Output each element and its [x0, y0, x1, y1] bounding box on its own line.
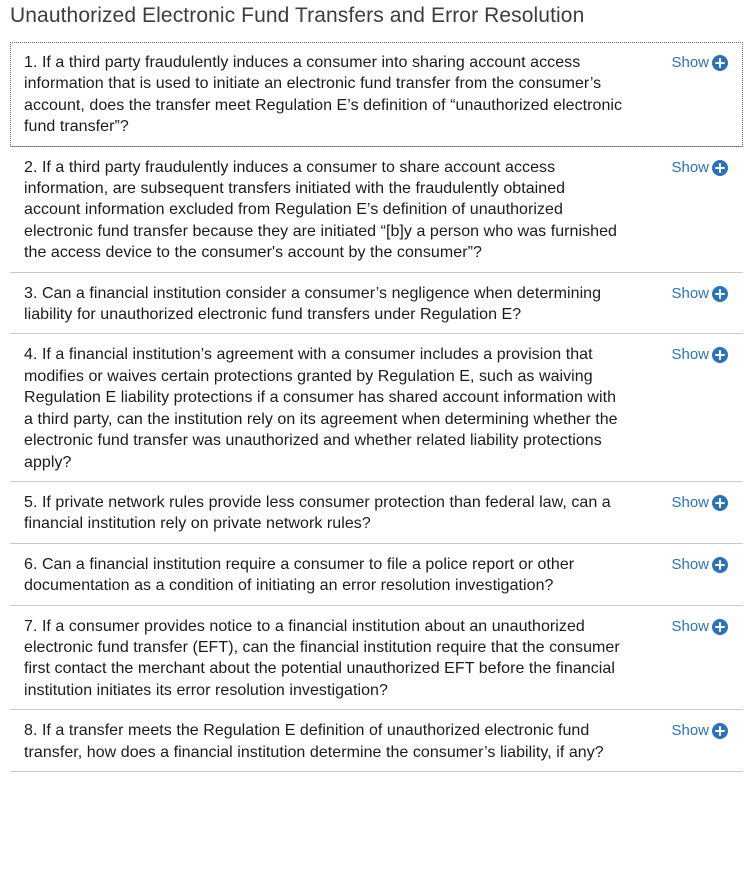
- show-button[interactable]: [671, 722, 728, 740]
- faq-item[interactable]: [10, 273, 743, 335]
- show-label: Show: [671, 54, 709, 71]
- show-label: Show: [671, 158, 709, 176]
- show-label: Show: [671, 722, 709, 740]
- faq-question[interactable]: 8. If a transfer meets the Regulation E definition of unauthorized electronic fund transfer, how does a financial institution determine the consumer’s liability, if any?: [24, 722, 604, 761]
- faq-question[interactable]: 5. If private network rules provide less consumer protection than federal law, can a financial institution rely on private network rules?: [24, 493, 611, 533]
- plus-circle-icon: [712, 160, 728, 176]
- plus-circle-icon: [712, 286, 728, 302]
- faq-question[interactable]: 6. Can a financial institution require a consumer to file a police report or other documentation as a condition of initiating an error resolution investigation?: [24, 555, 575, 595]
- show-button[interactable]: [671, 285, 728, 303]
- plus-circle-icon: [712, 495, 728, 511]
- faq-item[interactable]: [10, 334, 743, 481]
- faq-item[interactable]: [10, 606, 743, 711]
- faq-item[interactable]: [10, 42, 743, 147]
- faq-item[interactable]: [10, 482, 743, 544]
- section-title: Unauthorized Electronic Fund Transfers and Error Resolution: [10, 4, 585, 27]
- faq-item[interactable]: [10, 544, 743, 606]
- faq-question[interactable]: 3. Can a financial institution consider a consumer’s negligence when determining liability for unauthorized electronic fund transfers under Regulation E?: [24, 284, 602, 324]
- faq-question[interactable]: 4. If a financial institution’s agreement with a consumer includes a provision that modifies or waives certain protections granted by Regulation E, such as waiving Regulation E liability protections if a consumer has shared account information with a third party, can the institution rely on its agreement when determining whether the electronic fund transfer was unauthorized and whether related liability protections apply?: [24, 346, 618, 471]
- plus-circle-icon: [712, 619, 728, 635]
- faq-question[interactable]: 7. If a consumer provides notice to a financial institution about an unauthorized electronic fund transfer (EFT), can the financial institution require that the consumer first contact the merchant about the potential unauthorized EFT before the financial institution initiates its error resolution investigation?: [24, 617, 620, 699]
- show-button[interactable]: [671, 494, 728, 512]
- show-label: Show: [671, 617, 709, 635]
- faq-question[interactable]: 1. If a third party fraudulently induces a consumer into sharing account access information that is used to initiate an electronic fund transfer from the consumer’s account, does the transfer meet Regulation E’s definition of “unauthorized electronic fund transfer”?: [24, 54, 623, 136]
- show-label: Show: [671, 284, 709, 302]
- faq-item[interactable]: [10, 147, 743, 273]
- faq-question[interactable]: 2. If a third party fraudulently induces a consumer to share account access information, are subsequent transfers initiated with the fraudulently obtained account information excluded from Regulation E’s definition of unauthorized electronic fund transfer because they are initiated “[b]y a person who was furnished the access device to the consumer's account by the consumer”?: [24, 158, 617, 262]
- show-label: Show: [671, 493, 709, 511]
- show-button[interactable]: [671, 618, 728, 636]
- show-label: Show: [671, 346, 709, 364]
- plus-circle-icon: [712, 557, 728, 573]
- show-button[interactable]: [671, 556, 728, 574]
- show-button[interactable]: [671, 346, 728, 364]
- show-button[interactable]: [671, 159, 728, 177]
- show-button[interactable]: [671, 54, 728, 72]
- plus-circle-icon: [712, 347, 728, 363]
- faq-list: [10, 42, 743, 772]
- faq-item[interactable]: [10, 710, 743, 772]
- plus-circle-icon: [712, 723, 728, 739]
- show-label: Show: [671, 555, 709, 573]
- plus-circle-icon: [712, 55, 728, 71]
